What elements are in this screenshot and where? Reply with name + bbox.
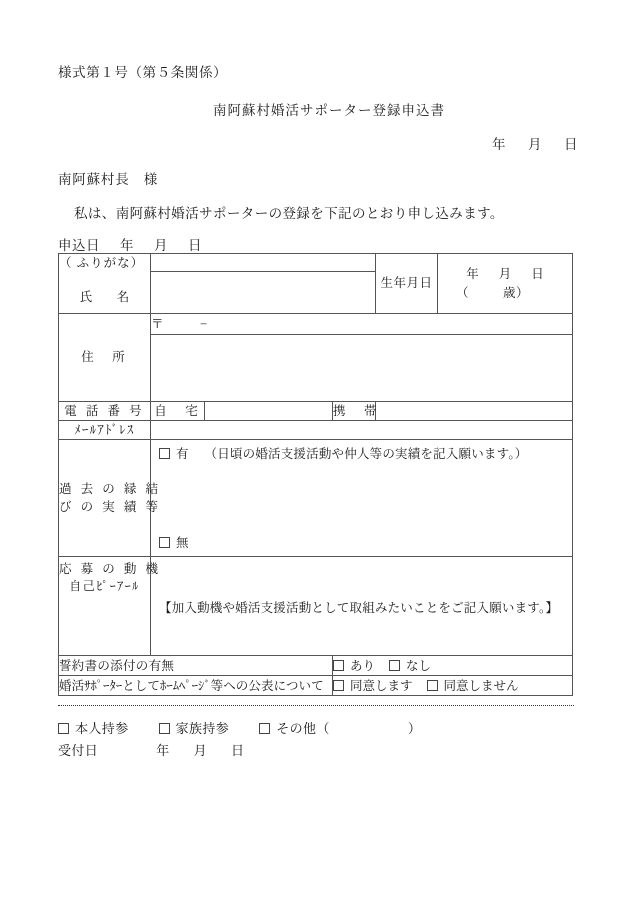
delivery-option-family[interactable] <box>159 718 230 737</box>
addressee: 南阿蘇村長 様 <box>58 172 159 187</box>
address-input[interactable] <box>151 335 573 402</box>
checkbox-icon[interactable] <box>427 680 438 691</box>
delivery-option-other-close: ） <box>407 721 422 736</box>
name-label: 氏 名 <box>79 290 136 305</box>
receipt-date-day: 日 <box>231 743 245 758</box>
application-date-line <box>58 234 202 254</box>
document-title: 南阿蘇村婚活サポーター登録申込書 <box>213 103 445 118</box>
postal-dash: − <box>200 316 208 331</box>
receipt-date-year: 年 <box>156 743 170 758</box>
dob-day: 日 <box>531 267 544 282</box>
application-date-year: 年 <box>120 238 134 253</box>
furigana-label: （ ふりがな） <box>59 256 145 270</box>
experience-yes-option[interactable] <box>151 441 572 463</box>
table-row-motive <box>59 557 573 656</box>
table-row-telephone <box>59 402 573 421</box>
table-row-publish <box>59 676 573 696</box>
form-number: 様式第１号（第５条関係） <box>58 65 228 80</box>
dob-month: 月 <box>498 267 512 282</box>
checkbox-icon[interactable] <box>58 723 69 734</box>
telephone-home-input[interactable] <box>205 402 333 421</box>
experience-label-line2: び の 実 績 等 <box>59 500 162 515</box>
declaration-statement: 私は、南阿蘇村婚活サポーターの登録を下記のとおり申し込みます。 <box>74 206 504 221</box>
motive-input[interactable] <box>151 557 573 656</box>
submission-date-year: 年 <box>492 137 506 152</box>
address-label: 住 所 <box>59 314 151 402</box>
experience-label <box>59 440 162 557</box>
dob-age-open: （ <box>456 285 470 300</box>
dob-age-unit: 歳） <box>503 285 530 300</box>
publish-option-agree[interactable] <box>333 677 413 695</box>
table-row-email <box>59 421 573 440</box>
pledge-option-yes[interactable] <box>333 657 375 675</box>
applicant-form-table <box>58 253 573 696</box>
publish-option-agree-label: 同意します <box>350 678 413 693</box>
pledge-options[interactable] <box>333 656 573 676</box>
delivery-option-other[interactable] <box>259 718 421 737</box>
name-label-cell <box>59 254 151 314</box>
postal-code-input[interactable] <box>151 314 573 335</box>
application-date-label: 申込日 <box>58 238 100 253</box>
checkbox-icon[interactable] <box>333 660 344 671</box>
application-date-month: 月 <box>154 238 168 253</box>
application-date-day: 日 <box>188 238 202 253</box>
receipt-date-line <box>58 740 244 759</box>
telephone-mobile-label: 携 帯 <box>333 402 376 421</box>
experience-no-option[interactable] <box>151 534 572 555</box>
experience-yes-label: 有 <box>176 447 189 462</box>
motive-label-line2: 自己ﾋﾟｰｱｰﾙ <box>69 579 140 594</box>
experience-input[interactable] <box>151 440 573 557</box>
telephone-home-label: 自 宅 <box>151 402 205 421</box>
dob-input[interactable] <box>438 254 573 314</box>
experience-yes-hint: （日頃の婚活支援活動や仲人等の実績を記入願います。） <box>204 447 528 462</box>
motive-label <box>59 557 162 656</box>
motive-label-line1: 応 募 の 動 機 <box>59 562 162 577</box>
delivery-option-other-label: その他（ <box>276 721 330 736</box>
delivery-option-family-label: 家族持参 <box>175 721 230 736</box>
submission-date-day: 日 <box>564 137 578 152</box>
receipt-date-label: 受付日 <box>58 743 99 758</box>
experience-no-label: 無 <box>176 536 189 551</box>
pledge-label: 誓約書の添付の有無 <box>59 656 333 676</box>
delivery-option-self-label: 本人持参 <box>75 721 129 736</box>
publish-option-disagree-label: 同意しません <box>443 678 519 693</box>
email-input[interactable] <box>151 421 573 440</box>
delivery-option-self[interactable] <box>58 718 129 737</box>
furigana-input[interactable] <box>151 254 376 272</box>
dob-label: 生年月日 <box>376 254 438 314</box>
postal-mark-icon: 〒 <box>151 316 165 331</box>
motive-hint: 【加入動機や婚活支援活動として取組みたいことをご記入願います。】 <box>159 600 559 615</box>
checkbox-icon[interactable] <box>159 723 170 734</box>
publish-options[interactable] <box>333 676 573 696</box>
checkbox-icon[interactable] <box>333 680 344 691</box>
cut-line-divider <box>58 705 574 706</box>
telephone-mobile-input[interactable] <box>376 402 573 421</box>
pledge-option-yes-label: あり <box>350 658 376 673</box>
pledge-option-no-label: なし <box>406 658 432 673</box>
delivery-options <box>58 718 421 737</box>
checkbox-icon[interactable] <box>389 660 400 671</box>
telephone-label: 電 話 番 号 <box>59 402 151 421</box>
name-input[interactable] <box>151 272 376 314</box>
table-row-experience <box>59 440 573 557</box>
checkbox-icon[interactable] <box>259 723 270 734</box>
publish-label: 婚活ｻﾎﾟｰﾀｰとしてﾎｰﾑﾍﾟｰｼﾞ等への公表について <box>59 676 333 696</box>
experience-label-line1: 過 去 の 縁 結 <box>59 482 162 497</box>
table-row-pledge <box>59 656 573 676</box>
dob-year: 年 <box>466 267 479 282</box>
publish-option-disagree[interactable] <box>427 677 519 695</box>
pledge-option-no[interactable] <box>389 657 431 675</box>
table-row-postal <box>59 314 573 335</box>
checkbox-icon[interactable] <box>159 537 170 548</box>
checkbox-icon[interactable] <box>159 448 170 459</box>
submission-date-line <box>492 133 578 153</box>
receipt-date-month: 月 <box>193 743 208 758</box>
table-row-furigana <box>59 254 573 272</box>
email-label: ﾒｰﾙｱﾄﾞﾚｽ <box>59 421 151 440</box>
submission-date-month: 月 <box>528 137 542 152</box>
